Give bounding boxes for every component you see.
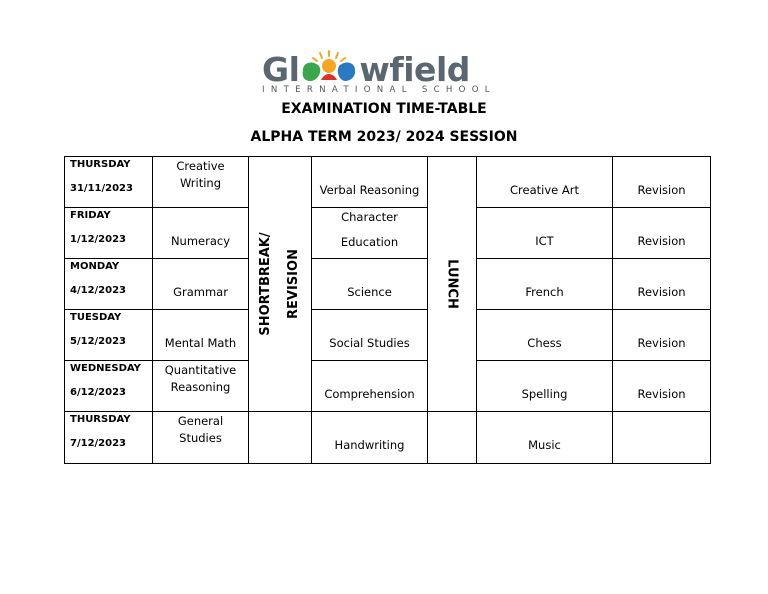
day-cell (64, 258, 153, 310)
exam-timetable (64, 156, 710, 463)
subject-cell-slot3 (476, 156, 613, 208)
day-name: THURSDAY (70, 414, 131, 425)
subject-cell-slot1 (152, 258, 249, 310)
subject-cell-slot2 (311, 411, 428, 464)
subject-name: General (177, 414, 224, 428)
subject-name: Music (528, 438, 561, 452)
subject-name: Character (341, 210, 398, 224)
subject-cell-slot2 (311, 156, 428, 208)
subject-cell-slot3 (476, 258, 613, 310)
subject-cell-slot3 (476, 360, 613, 412)
exam-date: 4/12/2023 (70, 285, 127, 296)
logo-text-start: Gl (262, 50, 300, 89)
subject-name: Writing (179, 176, 222, 190)
short-break-column (248, 156, 312, 412)
subject-name: Comprehension (324, 387, 415, 401)
subject-cell-slot4 (612, 411, 711, 464)
subject-cell-slot4 (612, 207, 711, 259)
subject-name: Handwriting (334, 438, 405, 452)
subject-name: Revision (637, 183, 686, 197)
subject-cell-slot1 (152, 309, 249, 361)
subject-name: Revision (637, 234, 686, 248)
day-cell (64, 156, 153, 208)
logo-subtitle: INTERNATIONAL SCHOOL (262, 85, 496, 95)
subject-name: Spelling (521, 387, 568, 401)
subject-cell-slot1 (152, 207, 249, 259)
school-logo (262, 40, 512, 98)
subject-cell-slot3 (476, 411, 613, 464)
subject-cell-slot4 (612, 156, 711, 208)
subject-name: Revision (637, 336, 686, 350)
short-break-line2: REVISION (286, 249, 301, 319)
subject-name: Social Studies (329, 336, 410, 350)
logo-text-end: wfield (359, 50, 470, 89)
subject-name: French (525, 285, 564, 299)
day-name: THURSDAY (70, 159, 131, 170)
lunch-label: LUNCH (444, 259, 460, 309)
subject-cell-slot4 (612, 360, 711, 412)
subject-name: Education (340, 235, 399, 249)
short-break-line1: SHORTBREAK/ (258, 232, 273, 336)
subject-cell-slot2 (311, 309, 428, 361)
subject-name: Studies (179, 431, 222, 445)
subject-name: Verbal Reasoning (319, 183, 420, 197)
subject-name: Creative Art (510, 183, 579, 197)
subject-name: Revision (637, 285, 686, 299)
subject-cell-slot3 (476, 309, 613, 361)
subject-cell-slot3 (476, 207, 613, 259)
exam-date: 5/12/2023 (70, 336, 127, 347)
subject-cell-slot2 (311, 360, 428, 412)
subject-name: Mental Math (164, 336, 237, 350)
subject-cell-slot2 (311, 258, 428, 310)
day-cell (64, 411, 153, 464)
subject-name: ICT (535, 234, 554, 248)
subject-cell-slot4 (612, 309, 711, 361)
day-name: FRIDAY (70, 210, 111, 221)
subject-cell-slot1 (152, 360, 249, 412)
day-cell (64, 360, 153, 412)
day-name: MONDAY (70, 261, 120, 272)
lunch-empty-cell (427, 411, 477, 464)
subject-name: Numeracy (170, 234, 231, 248)
subject-name: Reasoning (170, 380, 231, 394)
exam-date: 6/12/2023 (70, 387, 127, 398)
logo-wordmark (262, 50, 470, 89)
page-title: EXAMINATION TIME-TABLE (281, 101, 487, 117)
subject-cell-slot1 (152, 411, 249, 464)
sun-leaf-icon (299, 50, 359, 84)
short-break-label (252, 232, 308, 335)
subject-cell-slot1 (152, 156, 249, 208)
logo-emblem (299, 50, 359, 84)
lunch-column (427, 156, 477, 412)
short-break-empty-cell (248, 411, 312, 464)
session-title: ALPHA TERM 2023/ 2024 SESSION (250, 129, 518, 145)
subject-cell-slot2 (311, 207, 428, 259)
exam-date: 31/11/2023 (70, 183, 133, 194)
exam-date: 7/12/2023 (70, 438, 127, 449)
day-name: TUESDAY (70, 312, 122, 323)
subject-name: Chess (527, 336, 562, 350)
subject-name: Grammar (173, 285, 228, 299)
exam-date: 1/12/2023 (70, 234, 127, 245)
day-name: WEDNESDAY (70, 363, 141, 374)
subject-name: Creative (176, 159, 225, 173)
day-cell (64, 207, 153, 259)
subject-cell-slot4 (612, 258, 711, 310)
subject-name: Science (347, 285, 392, 299)
subject-name: Revision (637, 387, 686, 401)
subject-name: Quantitative (164, 363, 237, 377)
day-cell (64, 309, 153, 361)
